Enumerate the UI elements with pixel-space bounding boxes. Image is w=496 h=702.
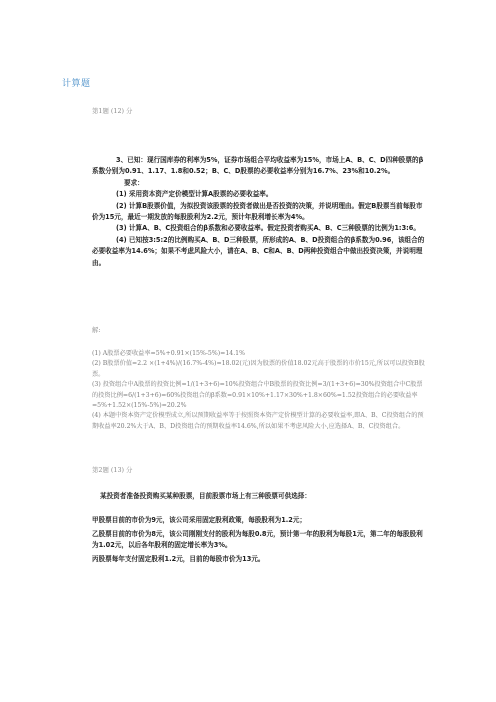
solution-label: 解: (92, 326, 101, 334)
answer-3: (3) 投资组合中A股票的投资比例=1/(1+3+6)=10%投资组合中B股票的投资比例=3/(1+3+6)=30%投资组合中C股票的投资比例=6/(1+3+6)=60%投资组合的β系数=0.91×10%+1.17×30%+1.8×60%=1.52投资组合的必要收益率=5%+1.52×(15%-5%)=20.2% (92, 381, 423, 410)
question-2-intro: 某投资者准备投资购买某种股票，目前股票市场上有三种股票可供选择： (100, 492, 311, 500)
question-2-item-stock-c: 丙股票每年支付固定股利1.2元，目前的每股市价为13元。 (92, 555, 265, 564)
question-1-requirements-label: 要求： (124, 178, 144, 187)
question-1-stem: 3、已知：现行国库券的利率为5%，证券市场组合平均收益率为15%，市场上A、B、C、D四种股票的β系数分别为0.91、1.17、1.8和0.52；B、C、D股票的必要收益率分别为16.7%、23%和10.2%。 (92, 156, 424, 176)
section-title: 计算题 (62, 79, 91, 89)
question-1-answers (92, 349, 426, 432)
question-2-body (92, 491, 426, 568)
question-1-requirement-2: (2) 计算B股票价值，为拟投资该股票的投资者做出是否投资的决策，并说明理由。假定B股票当前每股市价为15元，最近一期发放的每股股利为2.2元，预计年股利增长率为4%。 (92, 201, 423, 222)
answer-1: (1) A股票必要收益率=5%+0.91×(15%-5%)=14.1% (92, 350, 245, 357)
answer-4: (4) 本题中资本资产定价模型成立,所以预期收益率等于按照资本资产定价模型计算的必要收益率,即A、B、C投资组合的预期收益率20.2%大于A、B、D投资组合的预期收益率14.6%,所以如果不考虑风险大小,应选择A、B、C投资组合。 (92, 412, 424, 430)
question-1-requirement-1: (1) 采用资本资产定价模型计算A股票的必要收益率。 (116, 190, 273, 199)
question-1-requirement-3: (3) 计算A、B、C投资组合的β系数和必要收益率。假定投资者购买A、B、C三种股票的比例为1:3:6。 (116, 224, 420, 233)
question-2-header: 第2题 (13) 分 (92, 466, 133, 474)
question-1-requirement-4: (4) 已知按3:5:2的比例购买A、B、D三种股票，所形成的A、B、D投资组合的β系数为0.96，该组合的必要收益率为14.6%；如果不考虑风险大小，请在A、B、C和A、B、D两种投资组合中做出投资决策，并说明理由。 (92, 235, 425, 267)
question-1-body (92, 155, 426, 269)
question-2-item-stock-a: 甲股票目前的市价为9元，该公司采用固定股利政策，每股股利为1.2元； (92, 515, 307, 524)
answer-2: (2) B股票价值=2.2 ×(1+4%)/(16.7%-4%)=18.02(元)因为股票的价值18.02元高于股票的市价15元,所以可以投资B股票。 (92, 360, 425, 378)
question-2-item-stock-b: 乙股票目前的市价为8元，该公司刚刚支付的股利为每股0.8元，预计第一年的股利为每股1元，第二年的每股股利为1.02元，以后各年股利的固定增长率为3%。 (92, 529, 423, 550)
question-1-header: 第1题 (12) 分 (92, 107, 133, 115)
